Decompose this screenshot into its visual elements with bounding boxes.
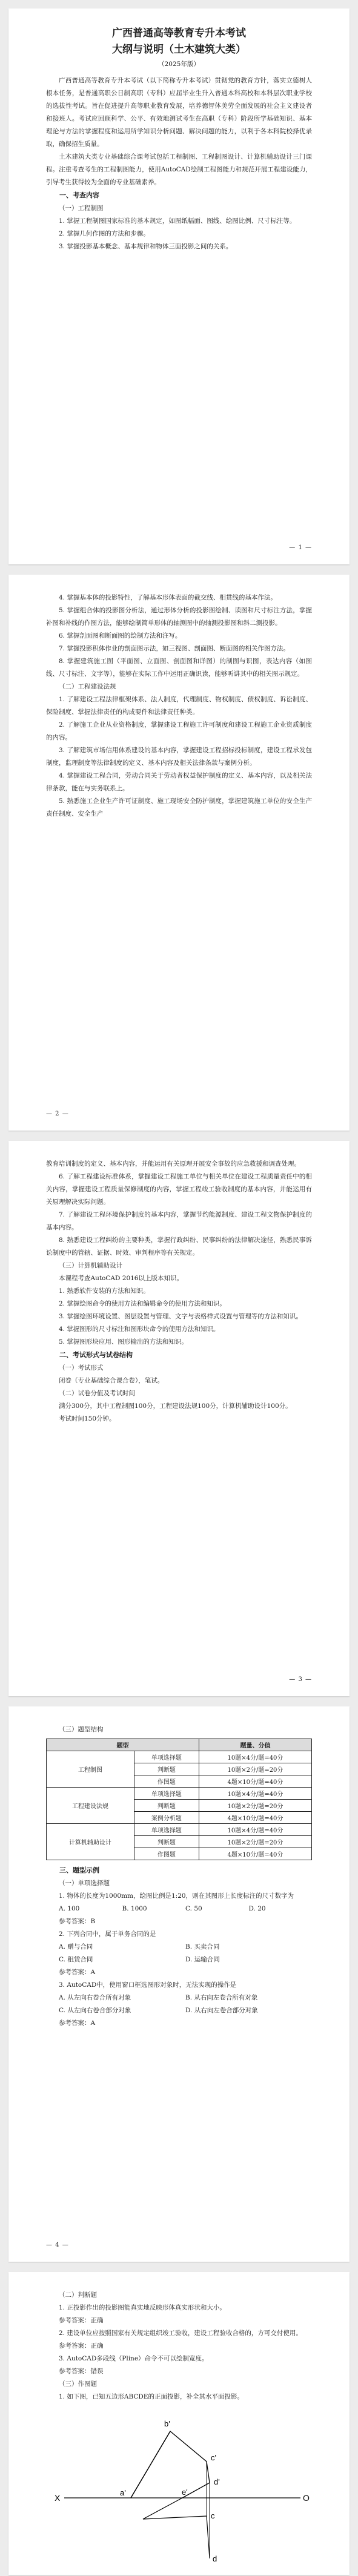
table-cell: 判断题 <box>134 1836 199 1848</box>
paragraph: 本课程考查AutoCAD 2016以上版本知识。 <box>59 1275 183 1282</box>
list-item: 2. 掌握绘图命令的使用方法和编辑命令的使用方法和知识。 <box>59 1300 226 1307</box>
option: C. 50 <box>185 1905 202 1912</box>
table-cell: 工程建设法规 <box>47 1788 134 1824</box>
list-item: 1. 了解建设工程法律框架体系、法人制度，代理制度、物权制度、债权制度、诉讼制度、保险制度、掌握法律责任的构成要件和法律责任种类。 <box>46 696 312 716</box>
option: B. 1000 <box>122 1905 147 1912</box>
list-item: 8. 掌握建筑施工图（平面图、立面图、剖面图和详图）的制图与识图，表达内容（如图线、尺寸标注、文字等），能够在实际工作中运用正确识读，能够听讲其中的相关图示规定。 <box>46 658 312 678</box>
subsection-heading: （二）判断题 <box>59 2291 97 2299</box>
section-heading: 二、考试形式与试卷结构 <box>59 1351 133 1359</box>
list-item: 8. 熟悉建设工程纠纷的主要种类，掌握行政纠纷、民事纠纷的法律解决途径，熟悉民事诉讼制度中的管辖、证据、时效、审判程序等有关规定。 <box>46 1237 312 1257</box>
option: A. 100 <box>59 1905 80 1912</box>
subsection-heading: （一）工程制图 <box>59 205 104 212</box>
option: B. 买卖合同 <box>185 1943 220 1950</box>
pentagon-front-outline <box>131 2431 210 2498</box>
question-text: 3. AutoCAD中，使用窗口框选图形对象时，无法实现的操作是 <box>59 1981 237 1989</box>
question-text: 1. 如下图，已知五边形ABCDE的正面投影，补全其水平面投影。 <box>59 2393 244 2400</box>
subsection-heading: （一）考试形式 <box>59 1364 104 1372</box>
label-d: d' <box>214 2477 220 2486</box>
table-cell: 10题×4分/题=40分 <box>199 1788 311 1800</box>
horizontal-projection-partial <box>143 2498 210 2558</box>
answer-key: 参考答案：A <box>59 2020 96 2027</box>
doc-year: （2025年版） <box>158 61 200 68</box>
list-item: 2. 掌握几何作图的方法和步骤。 <box>59 230 150 237</box>
table-row <box>47 1751 312 1763</box>
list-item: 5. 掌握组合体的投影图分析法，通过形体分析的投影图绘制、读图和尺寸标注方法，掌握补图和补线的作图方法，能够绘制简单形体的轴测图中的轴测投影图和斜二测投影。 <box>46 607 312 627</box>
paragraph: 考试时间150分钟。 <box>59 1415 116 1422</box>
answer-key: 参考答案：正确 <box>59 2317 104 2324</box>
list-item: 教育培训制度的定义、基本内容，并能运用有关原理开展安全事故的应急救援和调查处理。 <box>46 1160 300 1167</box>
doc-title-line1: 广西普通高等教育专升本考试 <box>112 27 246 39</box>
list-item: 1. 熟悉软件安装的方法和知识。 <box>59 1287 150 1295</box>
list-item: 3. 了解建筑市场信用体系建设的基本内容，掌握建设工程招标投标制度，建设工程承发包制度，监理制度等法律制度的定义、基本内容及相关法律条款与案例分析。 <box>46 747 312 767</box>
list-item: 6. 掌握剖面图和断面图的绘制方法和注写。 <box>59 632 182 639</box>
label-b: b' <box>164 2419 170 2428</box>
table-cell: 4题×10分/题=40分 <box>199 1812 311 1824</box>
table-cell: 计算机辅助设计 <box>47 1824 134 1860</box>
table-cell: 单项选择题 <box>134 1751 199 1763</box>
intro-paragraph-2: 土木建筑大类专业基础综合课考试包括工程制图、工程制图设计、计算机辅助设计三门课程。注重考查考生的工程制图能力，使用AutoCAD绘制工程图能力和规范开展工程建设能力，引导考生获得较为全面的专业基础素养。 <box>46 153 312 186</box>
table-cell: 案例分析题 <box>134 1812 199 1824</box>
table-cell: 10题×2分/题=20分 <box>199 1836 311 1848</box>
page-4 <box>8 1706 350 2262</box>
paragraph: 闭卷（专业基础综合课合卷），笔试。 <box>59 1377 164 1384</box>
table-cell: 4题×10分/题=40分 <box>199 1775 311 1788</box>
answer-key: 参考答案：错误 <box>59 2368 104 2375</box>
table-cell: 判断题 <box>134 1763 199 1775</box>
table-cell: 作图题 <box>134 1848 199 1860</box>
list-item: 3. 掌握绘图环境设置、图层设置与管理、文字与表格样式设置与管理等的方法和知识。 <box>59 1313 302 1320</box>
page-number: — 1 — <box>289 544 312 551</box>
option: D. 运输合同 <box>185 1956 220 1963</box>
table-header: 题型 <box>47 1739 199 1751</box>
option: A. 赠与合同 <box>59 1943 93 1950</box>
table-cell: 单项选择题 <box>134 1824 199 1836</box>
page-number: — 2 — <box>46 1111 69 1117</box>
page-2 <box>8 575 350 1131</box>
option: C. 租赁合同 <box>59 1956 93 1963</box>
table-cell: 工程制图 <box>47 1751 134 1788</box>
question-text: 2. 下列合同中，属于单务合同的是 <box>59 1930 156 1938</box>
table-cell: 10题×4分/题=40分 <box>199 1751 311 1763</box>
label-x: X <box>55 2493 61 2503</box>
option: B. 从右向左卷合所有对象 <box>185 1994 258 2001</box>
label-c: c' <box>211 2453 216 2462</box>
table-cell: 10题×4分/题=40分 <box>199 1824 311 1836</box>
question-text: 3. AutoCAD多段线（Pline）命令不可以绘制宽度。 <box>59 2355 208 2362</box>
subsection-heading: （三）计算机辅助设计 <box>59 1262 122 1269</box>
list-item: 5. 熟悉施工企业生产许可证制度、施工现场安全防护制度，掌握建筑施工单位的安全生产责任制度、安全生产 <box>46 798 312 817</box>
table-cell: 10题×2分/题=20分 <box>199 1800 311 1812</box>
question-structure-table <box>46 1739 312 1860</box>
table-cell: 单项选择题 <box>134 1788 199 1800</box>
subsection-heading: （二）工程建设法规 <box>59 683 116 690</box>
option: D. 20 <box>248 1905 266 1912</box>
list-item: 4. 掌握基本体的投影特性，了解基本形体表面的截交线、相贯线的基本作法。 <box>59 594 277 601</box>
table-header: 题量、分值 <box>199 1739 311 1751</box>
table-row <box>47 1824 312 1836</box>
list-item: 4. 掌握图形的尺寸标注和图形块命令的使用方法和知识。 <box>59 1326 220 1333</box>
table-cell: 10题×2分/题=20分 <box>199 1763 311 1775</box>
list-item: 1. 掌握工程制图国家标准的基本规定，如图纸幅面、图线、绘图比例、尺寸标注等。 <box>59 217 296 225</box>
label-c-lower: c <box>211 2511 215 2520</box>
answer-key: 参考答案：B <box>59 1918 96 1925</box>
projection-diagram <box>46 2407 313 2569</box>
option: A. 从左向右卷合所有对象 <box>59 1994 131 2001</box>
table-cell: 4题×10分/题=40分 <box>199 1848 311 1860</box>
pentagon-projection-figure <box>46 2407 312 2569</box>
subsection-heading: （一）单项选择题 <box>59 1880 110 1887</box>
question-text: 2. 建设单位应按照国家有关规定组织竣工验收，建设工程验收合格的，方可交付使用。 <box>59 2330 302 2337</box>
subsection-heading: （三）作图题 <box>59 2380 97 2388</box>
list-item: 2. 了解施工企业从业资格制度，掌握建设工程施工许可制度和建设工程施工企业资质制度的内容。 <box>46 721 312 741</box>
page-5 <box>8 2272 350 2575</box>
question-text: 1. 正投影作出的投影图能真实地反映形体真实形状和大小。 <box>59 2304 226 2311</box>
subsection-heading: （二）试卷分值及考试时间 <box>59 1390 135 1397</box>
list-item: 3. 掌握投影基本概念、基本规律和物体三面投影之间的关系。 <box>59 243 233 250</box>
answer-options <box>46 1992 312 2017</box>
label-o: O <box>303 2493 310 2503</box>
page-number: — 4 — <box>46 2242 69 2248</box>
option: D. 从右向左卷合部分对象 <box>185 2007 258 2014</box>
page-number: — 3 — <box>289 1676 312 1683</box>
answer-options <box>46 1903 312 1915</box>
list-item: 5. 掌握图形块应用、图形输出的方法和知识。 <box>59 1338 188 1346</box>
answer-options <box>46 1941 312 1966</box>
list-item: 6. 了解工程建设标准体系，掌握建设工程施工单位与相关单位在建设工程质量责任中的相关内容，掌握建设工程质量保修制度的内容，掌握工程竣工验收制度的基本内容，并能运用有关原理解决实际问题。 <box>46 1173 312 1206</box>
label-e: e' <box>182 2488 188 2497</box>
answer-key: 参考答案：正确 <box>59 2342 104 2350</box>
table-row <box>47 1788 312 1800</box>
list-item: 7. 了解建设工程环境保护制度的基本内容，掌握节约能源制度、建设工程文物保护制度的基本内容。 <box>46 1211 312 1231</box>
option: C. 从左向右卷合部分对象 <box>59 2007 131 2014</box>
question-text: 1. 物体的长度为1000mm，绘图比例是1:20，则在其图形上长度标注的尺寸数字为 <box>59 1892 294 1900</box>
intro-paragraph: 广西普通高等教育专升本考试（以下简称专升本考试）贯彻党的教育方针，落实立德树人根本任务，是普通高职公日制高职（专科）应届毕业生升入普通本科高校和本科层次职业学校的选拔性考试。旨在促进提升高等职业教育发展，培养德智体美劳全面发展的社会主义建设者和接班人。考试应回顾科学、公平、有效地测试考生在高职（专科）阶段所学基础知识、基本理论与方法的掌握程度和运用所学知识分析问题、解决问题的能力，以利于各本科院校择优录取，确保招生质量。 <box>46 77 312 148</box>
page-3 <box>8 1141 350 1696</box>
section-heading: 一、考查内容 <box>59 191 99 199</box>
answer-key: 参考答案：A <box>59 1969 96 1976</box>
label-d-lower: d <box>213 2554 217 2563</box>
table-cell: 判断题 <box>134 1800 199 1812</box>
list-item: 4. 掌握建设工程合同，劳动合同关于劳动者权益保护制度的定义、基本内容，以及相关法律条款，能在与实务联系上。 <box>46 772 312 792</box>
doc-title-line2: 大纲与说明（土木建筑大类） <box>112 44 246 56</box>
table-cell: 作图题 <box>134 1775 199 1788</box>
label-a: a' <box>120 2488 126 2497</box>
paragraph: 满分300分，其中工程制图100分，工程建设法规100分，计算机辅助设计100分。 <box>59 1402 292 1410</box>
list-item: 7. 掌握投影积体作业的剖面图示法，如三视图、剖面图、断面图的相关作图方法。 <box>59 645 290 652</box>
page-1 <box>8 8 350 564</box>
subsection-heading: （三）题型结构 <box>59 1726 104 1733</box>
edge-ab <box>131 2431 170 2498</box>
section-heading: 三、题型示例 <box>59 1866 99 1874</box>
